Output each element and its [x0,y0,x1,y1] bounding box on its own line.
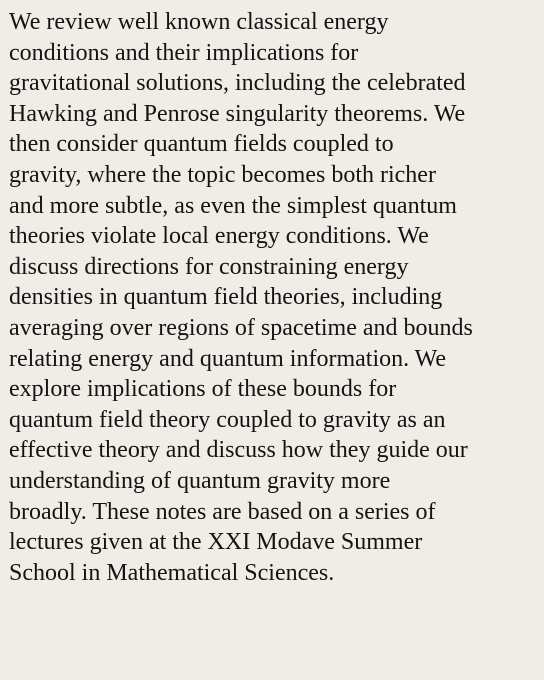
abstract-line: conditions and their implications for [9,39,359,66]
abstract-line: understanding of quantum gravity more [9,467,391,494]
abstract-line: School in Mathematical Sciences. [9,559,335,586]
abstract-line: effective theory and discuss how they guide our [9,437,468,464]
abstract-line: relating energy and quantum information. We [9,345,447,372]
abstract-line: Hawking and Penrose singularity theorems. We [9,100,466,127]
abstract-line: gravity, where the topic becomes both richer [9,161,436,188]
abstract-line: We review well known classical energy [9,9,389,35]
abstract-line: densities in quantum field theories, including [9,284,443,311]
abstract-text [9,7,544,588]
abstract-line: and more subtle, as even the simplest quantum [9,192,457,219]
abstract-line: explore implications of these bounds for [9,376,397,403]
abstract-line: lectures given at the XXI Modave Summer [9,529,423,556]
abstract-line: then consider quantum fields coupled to [9,131,394,158]
abstract-line: averaging over regions of spacetime and bounds [9,314,473,341]
abstract-line: quantum field theory coupled to gravity as an [9,406,446,433]
abstract-line: theories violate local energy conditions. We [9,223,429,250]
abstract-line: broadly. These notes are based on a series of [9,498,436,525]
abstract-line: gravitational solutions, including the celebrated [9,70,466,97]
abstract-line: discuss directions for constraining energy [9,253,409,280]
